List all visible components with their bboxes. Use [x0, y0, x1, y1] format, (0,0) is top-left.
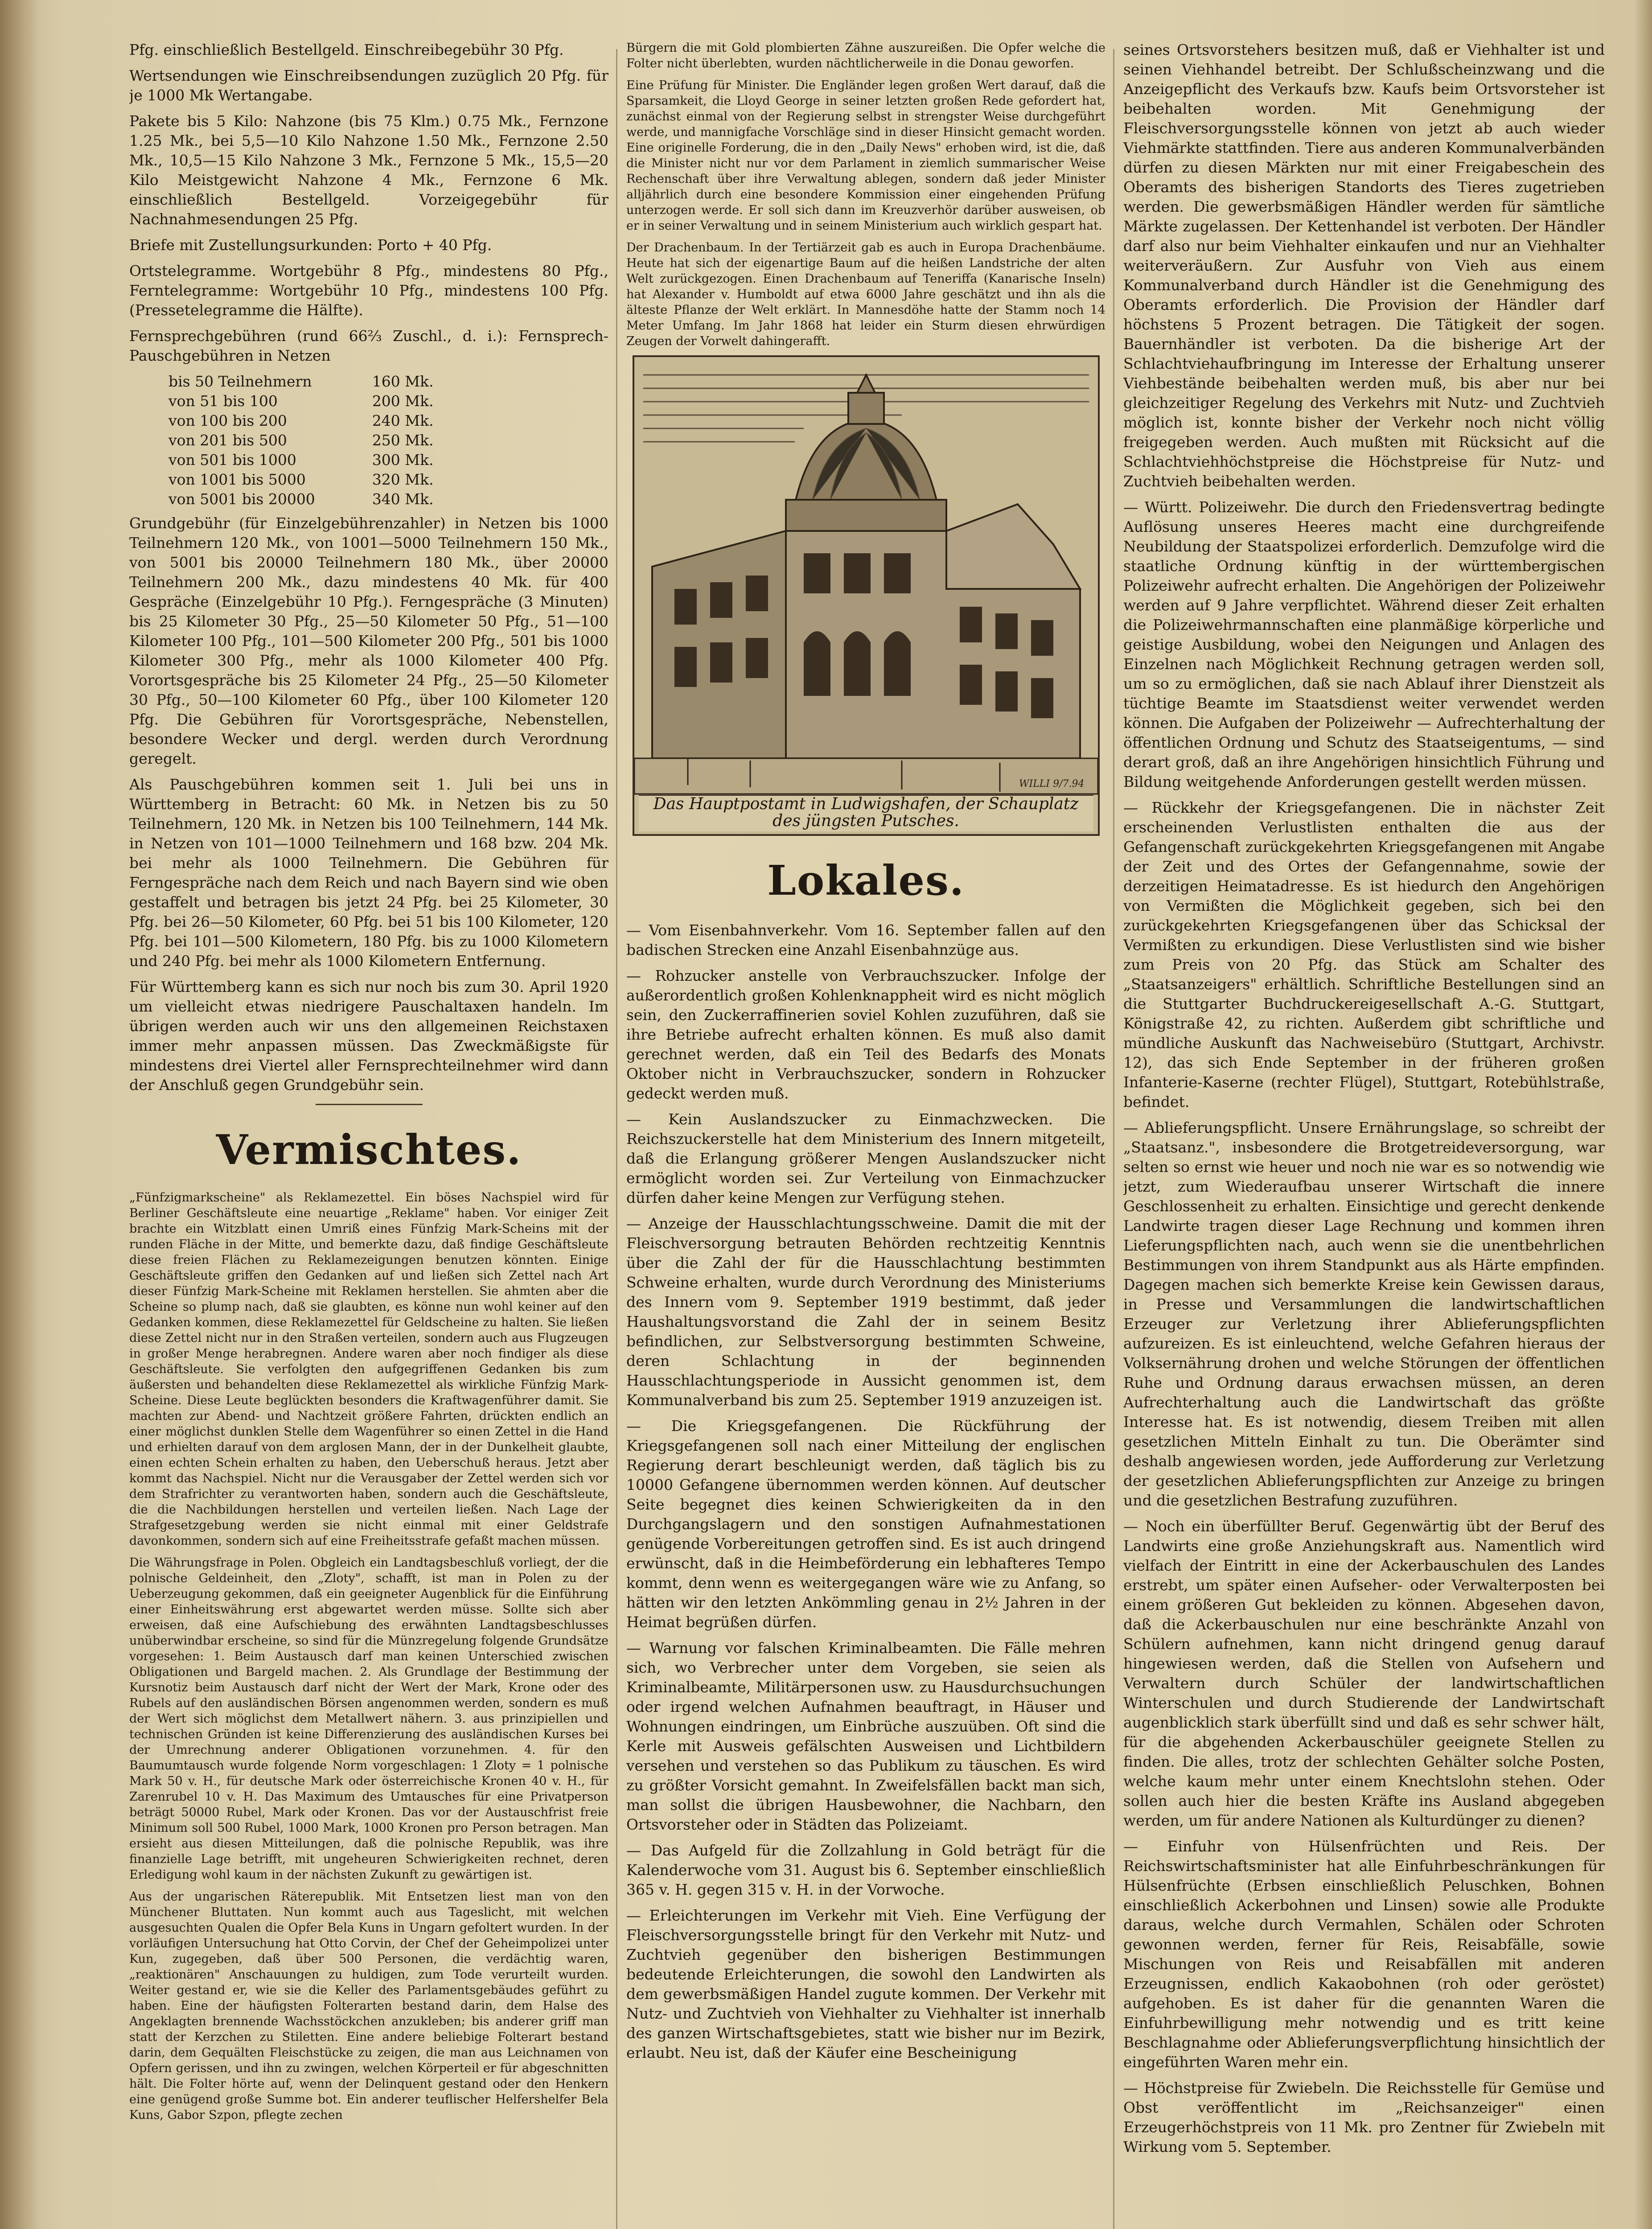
illustration-caption: Das Hauptpostamt in Ludwigshafen, der Schauplatz des jüngsten Putsches. — [639, 795, 1093, 831]
column-3 — [1123, 40, 1605, 2229]
pakete-text: Pakete bis 5 Kilo: Nahzone (bis 75 Klm.) 0.75 Mk., Fernzone 1.25 Mk., bei 5,5—10 Kilo Nahzone 1.50 Mk., Fernzone 2.50 Mk., 10,5—15 Kilo Nahzone 3 Mk., Fernzone 5 Mk., 15,5—20 Kilo Meistgewicht Nahzone 4 Mk., Fernzone 6 Mk. einschließlich Bestellgeld. Vorzeigegebühr für Nachnahmesendungen 25 Pfg. — [129, 112, 608, 228]
local-news-item: — Höchstpreise für Zwiebeln. Die Reichsstelle für Gemüse und Obst veröffentlicht im „Reichsanzeiger" einen Erzeugerhöchstpreis von 11 Mk. pro Zentner für Zwiebeln mit Wirkung vom 5. September. — [1123, 2079, 1605, 2155]
rate-label: von 501 bis 1000 — [168, 451, 296, 469]
building-illustration — [634, 357, 1098, 834]
rate-label: von 100 bis 200 — [168, 412, 287, 429]
vermischtes-article: Die Währungsfrage in Polen. Obgleich ein Landtagsbeschluß vorliegt, der die polnische Geldeinheit, den „Zloty", schafft, ist man in Polen zu der Ueberzeugung gekommen, daß ein geeigneter Augenblick für die Einführung einer Einheitswährung erst abgewartet werden müsse. Sollte sich aber erweisen, daß eine Aufschiebung des erwähnten Landtagsbeschlusses unüberwindbar erscheine, so sind für die Münzregelung folgende Grundsätze vorgesehen: 1. Beim Austausch darf man keinen Unterschied zwischen Obligationen und Bargeld machen. 2. Als Grundlage der Bestimmung der Kursnotiz beim Austausch darf nicht der Wert der Mark, Krone oder des Rubels auf den ausländischen Börsen angenommen werden, sondern es muß der Wert sich möglichst dem Metallwert nähern. 3. aus prinzipiellen und technischen Gründen ist keine Differenzierung des ausländischen Kurses bei der Umrechnung anderer Obligationen vorzunehmen. 4. für den Baumumtausch wurde folgende Norm vorgeschlagen: 1 Zloty = 1 polnische Mark 50 v. H., für deutsche Mark oder österreichische Kronen 40 v. H., für Zarenrubel 10 v. H. Das Maximum des Umtausches für eine Privatperson beträgt 50000 Rubel, Mark oder Kronen. Das vor der Austauschfrist freie Minimum soll 500 Rubel, 1000 Mark, 1000 Kronen pro Person betragen. Man ersieht aus diesen Mitteilungen, daß die polnische Republik, was ihre finanzielle Lage betrifft, mit ungeheuren Schwierigkeiten rechnet, deren Erledigung wohl kaum in der nächsten Zukunft zu gewärtigen ist. — [129, 1556, 608, 1882]
section-heading-vermischtes: Vermischtes. — [216, 1126, 522, 1174]
rate-row — [165, 450, 437, 470]
rate-amount: 340 Mk. — [372, 490, 434, 508]
rate-label: von 201 bis 500 — [168, 432, 287, 449]
rate-amount: 240 Mk. — [372, 412, 434, 429]
vermischtes-article: Aus der ungarischen Räterepublik. Mit Entsetzen liest man von den Münchener Bluttaten. Nun kommt auch aus Tageslicht, mit welchen ausgesuchten Qualen die Opfer Bela Kuns in Ungarn gefoltert wurden. In der vorläufigen Untersuchung hat Otto Corvin, der Chef der Geheimpolizei unter Kun, zugegeben, daß über 500 Personen, die verdächtig waren, „reaktionären" Anschauungen zu huldigen, zum Tode verurteilt wurden. Weiter gestand er, wie sie die Keller des Parlamentsgebäudes geführt zu haben. Eine der häufigsten Folterarten bestand darin, dem Halse des Angeklagten brennende Wachsstöckchen anzukleben; bis anderer griff man statt der Kerzchen zu Stiletten. Eine andere beliebige Folterart bestand darin, dem Gequälten Fleischstücke zu zeigen, die man aus Leichnamen von Opfern gerissen, und ihn zu zwingen, welchen Körperteil er für abgeschnitten hält. Die Folter hörte auf, wenn der Delinquent gestand oder den Henkern eine genügend große Summe bot. Ein anderer teuflischer Helfershelfer Bela Kuns, Gabor Szpon, pflegte zechen — [129, 1890, 608, 2122]
article-text: Der Drachenbaum. In der Tertiärzeit gab es auch in Europa Drachenbäume. Heute hat sich der eigenartige Baum auf die heißen Landstriche der alten Welt zurückgezogen. Einen Drachenbaum auf Teneriffa (Kanarische Inseln) hat Alexander v. Humboldt auf etwa 6000 Jahre geschätzt und ihn als die älteste Pflanze der Welt erklärt. In Mannesdöhe hatte der Stamm noch 14 Meter Umfang. Im Jahr 1868 hat leider ein Sturm diesen ehrwürdigen Zeugen der Vorwelt dahingerafft. — [626, 241, 1105, 348]
column-rule — [1113, 49, 1114, 2229]
rate-amount: 200 Mk. — [372, 392, 434, 410]
local-news-item: seines Ortsvorstehers besitzen muß, daß er Viehhalter ist und seinen Viehhandel betreibt. Der Schlußscheinzwang und die Anzeigepflicht des Verkaufs bzw. Kaufs beim Ortsvorsteher ist beibehalten worden. Mit Genehmigung der Fleischversorgungsstelle können von jetzt ab auch wieder Viehmärkte stattfinden. Tiere aus anderen Kommunalverbänden dürfen zu diesen Märkten nur mit einer Freigabeschein des Oberamts des bisherigen Standorts des Tieres zugetrieben werden. Die gewerbsmäßigen Händler werden für sämtliche Märkte zugelassen. Der Kettenhandel ist verboten. Der Händler darf also nur beim Viehhalter einkaufen und nur an Viehhalter weiterveräußern. Zur Ausfuhr von Vieh aus einem Kommunalverband durch Händler ist die Genehmigung des Oberamts erforderlich. Die Provision der Händler darf höchstens 5 Prozent betragen. Die Tätigkeit der sogen. Bauernhändler ist verboten. Da die bisherige Art der Schlachtviehaufbringung im Interesse der Erhaltung unserer Viehbestände beibehalten werden muß, bis aber nur bei gleichzeitiger Regelung des Verkehrs mit Nutz- und Zuchtvieh möglich ist, konnte bisher der Verkehr noch nicht völlig freigegeben werden. Auch mußten mit Rücksicht auf die Schlachtviehhöchstpreise die Höchstpreise für Nutz- und Zuchtvieh beibehalten werden. — [1123, 41, 1605, 490]
rate-row — [165, 470, 437, 489]
briefe-text: Briefe mit Zustellungsurkunden: Porto + 40 Pfg. — [129, 236, 492, 254]
rate-amount: 300 Mk. — [372, 451, 434, 469]
pauschgebuehren-text: Als Pauschgebühren kommen seit 1. Juli bei uns in Württemberg in Betracht: 60 Mk. in Netzen bis zu 50 Teilnehmern, 120 Mk. in Netzen bis 100 Teilnehmern, 144 Mk. in Netzen von 101—1000 Teilnehmern und 168 bzw. 204 Mk. bei mehr als 1000 Teilnehmern. Die Gebühren für Ferngespräche nach dem Reich und nach Bayern sind wie oben gestaffelt und betragen bis jetzt 24 Pfg. bei 25 Kilometer, 30 Pfg. bei 26—50 Kilometer, 60 Pfg. bei 51 bis 100 Kilometer, 120 Pfg. bei 101—500 Kilometern, 180 Pfg. bis zu 1000 Kilometern und 240 Pfg. bei mehr als 1000 Kilometern Entfernung. — [129, 776, 608, 970]
local-news-item: — Kein Auslandszucker zu Einmachzwecken. Die Reichszuckerstelle hat dem Ministerium des Innern mitgeteilt, daß die Erlangung größerer Mengen Auslandszucker nicht ermöglicht worden sei. Zur Verteilung von Einmachzucker dürfen daher keine Mengen zur Verfügung stehen. — [626, 1110, 1105, 1206]
rate-amount: 320 Mk. — [372, 471, 434, 488]
illustrator-signature: WILLI 9/7.94 — [1019, 778, 1085, 790]
wertsendungen-text: Wertsendungen wie Einschreibsendungen zuzüglich 20 Pfg. für je 1000 Mk Wertangabe. — [129, 67, 608, 104]
local-news-item: — Rückkehr der Kriegsgefangenen. Die in nächster Zeit erscheinenden Verlustlisten enthalten die aus der Gefangenschaft zurückgekehrten Kriegsgefangenen mit Angabe der Zeit und des Ortes der Gefangennahme, sowie der derzeitigen Heimatadresse. Es ist hiedurch den Angehörigen von Vermißten die Möglichkeit gegeben, sich bei den zurückgekehrten Kriegsgefangenen über das Schicksal der Vermißten zu erkundigen. Diese Verlustlisten sind wie bisher zum Preis von 20 Pfg. das Stück am Schalter des „Staatsanzeigers" erhältlich. Schriftliche Bestellungen sind an die Stuttgarter Buchdruckereigesellschaft A.-G. Stuttgart, Königstraße 42, zu richten. Außerdem gibt schriftliche und mündliche Auskunft das Nachweisebüro (Stuttgart, Archivstr. 12), das sich Ende September in der früheren großen Infanterie-Kaserne (rechter Flügel), Stuttgart, Rotebühlstraße, befindet. — [1123, 799, 1605, 1110]
rate-row — [165, 411, 437, 431]
illustration-hauptpostamt — [633, 355, 1100, 836]
postage-intro: Pfg. einschließlich Bestellgeld. Einschreibegebühr 30 Pfg. — [129, 41, 564, 58]
wuerttemberg-text: Für Württemberg kann es sich nur noch bis zum 30. April 1920 um vielleicht etwas niedrigere Pauschaltaxen handeln. Im übrigen werden auch wir uns den allgemeinen Reichstaxen immer mehr anpassen müssen. Das Zweckmäßigste für mindestens drei Viertel aller Fernsprechteilnehmer wird dann der Anschluß gegen Grundgebühr sein. — [129, 978, 608, 1094]
rate-label: von 51 bis 100 — [168, 392, 278, 410]
local-news-item: — Vom Eisenbahnverkehr. Vom 16. September fallen auf den badischen Strecken eine Anzahl Eisenbahnzüge aus. — [626, 921, 1105, 958]
rate-row — [165, 391, 437, 411]
rate-label: von 1001 bis 5000 — [168, 471, 306, 488]
local-news-item: — Württ. Polizeiwehr. Die durch den Friedensvertrag bedingte Auflösung unseres Heeres macht eine durchgreifende Neubildung der Staatspolizei erforderlich. Demzufolge wird die staatliche Ordnung künftig in der württembergischen Polizeiwehr aufrecht erhalten. Die Angehörigen der Polizeiwehr werden auf 9 Jahre verpflichtet. Während dieser Zeit erhalten die Polizeiwehrmannschaften eine planmäßige körperliche und geistige Ausbildung, wobei den Neigungen und Anlagen des Einzelnen nach Möglichkeit Rechnung getragen werden soll, um so zu ermöglichen, daß sie nach Ablauf ihrer Dienstzeit als tüchtige Beamte im Staatsdienst weiter verwendet werden können. Die Aufgaben der Polizeiwehr — Aufrechterhaltung der öffentlichen Ordnung und Schutz des Staatseigentums, — sind derart groß, daß an ihre Angehörigen hinsichtlich Führung und Bildung weitgehende Anforderungen gestellt werden müssen. — [1123, 498, 1605, 790]
rate-label: von 5001 bis 20000 — [168, 490, 315, 508]
rate-amount: 160 Mk. — [372, 373, 434, 390]
rate-amount: 250 Mk. — [372, 432, 434, 449]
page-edge-left — [0, 0, 40, 2229]
ortstelegramme-text: Ortstelegramme. Wortgebühr 8 Pfg., mindestens 80 Pfg., Ferntelegramme: Wortgebühr 10 Pfg., mindestens 100 Pfg. (Pressetelegramme die Hälfte). — [129, 262, 608, 319]
column-rule — [616, 49, 617, 2229]
local-news-item: — Noch ein überfüllter Beruf. Gegenwärtig übt der Beruf des Landwirts eine große Anziehungskraft aus. Namentlich wird vielfach der Eintritt in eine der Ackerbauschulen des Landes erstrebt, um später einen Aufseher- oder Verwalterposten bei einem größeren Gut bekleiden zu können. Abgesehen davon, daß die Ackerbauschulen nur eine beschränkte Anzahl von Schülern aufnehmen, kann nicht dringend genug darauf hingewiesen werden, daß die Stellen von Aufsehern und Verwaltern durch Schüler der landwirtschaftlichen Winterschulen und durch Studierende der Landwirtschaft augenblicklich stark überfüllt sind und daß es sehr schwer hält, für die abgehenden Ackerbauschüler geeignete Stellen zu finden. Die alles, trotz der schlechten Gehälter solche Posten, welche kaum mehr unter einem Knechtslohn stehen. Oder sollen auch hier die besten Kräfte ins Ausland abgegeben werden, um für andere Nationen als Kulturdünger zu dienen? — [1123, 1518, 1605, 1829]
article-text: Bürgern die mit Gold plombierten Zähne auszureißen. Die Opfer welche die Folter nicht überlebten, wurden nächtlicherweile in die Donau geworfen. — [626, 41, 1105, 70]
local-news-item: — Anzeige der Hausschlachtungsschweine. Damit die mit der Fleischversorgung betrauten Behörden rechtzeitig Kenntnis über die Zahl der für die Hausschlachtung bestimmten Schweine erhalten, wurde durch Verordnung des Ministeriums des Innern vom 9. September 1919 bestimmt, daß jeder Haushaltungsvorstand die Zahl der in seinem Besitz befindlichen, zur Selbstversorgung bestimmten Schweine, deren Schlachtung in der beginnenden Hausschlachtungsperiode in Aussicht genommen ist, dem Kommunalverband bis zum 25. September 1919 anzuzeigen ist. — [626, 1215, 1105, 1409]
local-news-item: — Die Kriegsgefangenen. Die Rückführung der Kriegsgefangenen soll nach einer Mitteilung der englischen Regierung derart beschleunigt werden, daß täglich bis zu 10000 Gefangene übernommen werden können. Auf deutscher Seite begegnet dies keinen Schwierigkeiten da in den Durchgangslagern und den sonstigen Aufnahmestationen genügende Vorbereitungen getroffen sind. Es ist auch dringend erwünscht, daß in die Heimbeförderung ein lebhafteres Tempo kommt, denn wenn es weitergegangen wäre wie zu Anfang, so hätten wir den letzten Ankömmling genau in 2½ Jahren in der Heimat begrüßen dürfen. — [626, 1417, 1105, 1631]
section-heading-lokales: Lokales. — [767, 856, 965, 905]
local-news-item: — Erleichterungen im Verkehr mit Vieh. Eine Verfügung der Fleischversorgungsstelle bringt für den Verkehr mit Nutz- und Zuchtvieh gegenüber den bisherigen Bestimmungen bedeutende Erleichterungen, die sowohl den Landwirten als dem gewerbsmäßigen Handel zugute kommen. Der Verkehr mit Nutz- und Zuchtvieh von Viehhalter zu Viehhalter ist innerhalb des ganzen Wirtschaftsgebietes, statt wie bisher nur im Bezirk, erlaubt. Neu ist, daß der Käufer eine Bescheinigung — [626, 1907, 1105, 2061]
local-news-item: — Ablieferungspflicht. Unsere Ernährungslage, so schreibt der „Staatsanz.", insbesondere die Brotgetreideversorgung, war selten so ernst wie heuer und noch nie war es so notwendig wie jetzt, zum Wiederaufbau unserer Wirtschaft die innere Geschlossenheit zu erhalten. Einsichtige und gerecht denkende Landwirte tragen dieser Lage Rechnung und kommen ihren Lieferungspflichten nach, auch wenn sie die unentbehrlichen Bestimmungen von ihrem Standpunkt aus als Härte empfinden. Dagegen machen sich bemerkte Kreise kein Gewissen daraus, in Presse und Versammlungen die landwirtschaftlichen Erzeuger zur Verletzung ihrer Ablieferungspflichten aufzureizen. Es ist einleuchtend, welche Gefahren hieraus der Volksernährung drohen und welche Störungen der öffentlichen Ruhe und Ordnung daraus erwachsen müssen, an deren Aufrechterhaltung auch die Landwirtschaft das größte Interesse hat. Es ist notwendig, diesem Treiben mit allen gesetzlichen Mitteln Einhalt zu tun. Die Oberämter sind deshalb angewiesen worden, jede Aufforderung zur Verletzung der gesetzlichen Ablieferungspflichten zur Anzeige zu bringen und die gesetzlichen Bestrafung zuzuführen. — [1123, 1119, 1605, 1509]
grundgebuehr-text: Grundgebühr (für Einzelgebührenzahler) in Netzen bis 1000 Teilnehmern 120 Mk., von 1001—5000 Teilnehmern 150 Mk., von 5001 bis 20000 Teilnehmern 180 Mk., über 20000 Teilnehmern 200 Mk., dazu mindestens 40 Mk. für 400 Gespräche (Einzelgebühr 10 Pfg.). Ferngespräche (3 Minuten) bis 25 Kilometer 30 Pfg., 25—50 Kilometer 50 Pfg., 51—100 Kilometer 100 Pfg., 101—500 Kilometer 200 Pfg., 501 bis 1000 Kilometer 300 Pfg., mehr als 1000 Kilometer 400 Pfg. Vorortsgespräche bis 25 Kilometer 24 Pfg., 25—50 Kilometer 30 Pfg., 50—100 Kilometer 60 Pfg., über 100 Kilometer 120 Pfg. Die Gebühren für Vorortsgespräche, Nebenstellen, besondere Wecker und dergl. werden durch Verordnung geregelt. — [129, 514, 608, 767]
article-text: Eine Prüfung für Minister. Die Engländer legen großen Wert darauf, daß die Sparsamkeit, die Lloyd George in seiner letzten großen Rede gefordert hat, zunächst einmal von der Regierung selbst in strengster Weise durchgeführt werde, und mannigfache Vorschläge sind in dieser Hinsicht gemacht worden. Eine originelle Forderung, die in den „Daily News" erhoben wird, ist die, daß die Minister nicht nur vor dem Parlament in ziemlich summarischer Weise Rechenschaft über ihre Verwaltung ablegen, sondern daß jeder Minister alljährlich durch eine besondere Kommission einer eingehenden Prüfung unterzogen werde. Er soll sich dann im Kreuzverhör darüber ausweisen, ob er in seiner Verwaltung und in seinem Ministerium auch wirklich gespart hat. — [626, 78, 1105, 233]
local-news-item: — Einfuhr von Hülsenfrüchten und Reis. Der Reichswirtschaftsminister hat alle Einfuhrbeschränkungen für Hülsenfrüchte (Erbsen einschließlich Peluschken, Bohnen einschließlich Ackerbohnen und Linsen) sowie alle Produkte daraus, welche durch Vermahlen, Schälen oder Schroten gewonnen werden, ferner für Reis, Reisabfälle, sowie Mischungen von Reis und Reisabfällen mit anderen Erzeugnissen, endlich Kakaobohnen (roh oder geröstet) aufgehoben. Es ist daher für die genannten Waren die Einfuhrbewilligung mehr notwendig und es tritt keine Beschlagnahme oder Ablieferungsverpflichtung hinsichtlich der eingeführten Waren mehr ein. — [1123, 1838, 1605, 2071]
local-news-item: — Warnung vor falschen Kriminalbeamten. Die Fälle mehren sich, wo Verbrecher unter dem Vorgeben, sie seien als Kriminalbeamte, Militärpersonen usw. zu Hausdurchsuchungen oder irgend welchen Aufnahmen beauftragt, in Häuser und Wohnungen eindringen, um Einbrüche auszuüben. Oft sind die Kerle mit Ausweis gefälschten Ausweisen und Lichtbildern versehen und verstehen so das Publikum zu täuschen. Es wird zu größter Vorsicht gemahnt. In Zweifelsfällen backt man sich, man sollst die übrigen Hausbewohner, die Nachbarn, den Ortsvorsteher oder in Städten das Polizeiamt. — [626, 1639, 1105, 1833]
page-edge-right — [1634, 0, 1652, 2229]
rate-table — [165, 372, 437, 509]
column-2 — [626, 40, 1105, 2229]
vermischtes-article: „Fünfzigmarkscheine" als Reklamezettel. Ein böses Nachspiel wird für Berliner Geschäftsleute eine neuartige „Reklame" haben. Vor einiger Zeit brachte ein Witzblatt einen Umriß eines Fünfzig Mark-Scheins mit der runden Fläche in der Mitte, und bemerkte dazu, daß findige Geschäftsleute diese freien Flächen zu Reklamezeigungen benutzen könnten. Einige Geschäftsleute griffen den Gedanken auf und ließen sich Zettel nach Art dieser Fünfzig Mark-Scheine mit Reklamen herstellen. Sie ahmten aber die Scheine so plump nach, daß sie glaubten, es könne nun wohl keiner auf den Gedanken kommen, diese Reklamezettel für Geldscheine zu halten. Sie ließen diese Zettel nicht nur in den Straßen verteilen, sondern auch aus Flugzeugen in großer Menge herabregnen. Andere waren aber noch findiger als diese Geschäftsleute. Sie verfolgten den aufgegriffenen Gedanken bis zum äußersten und behandelten diese Reklamezettel als wirkliche Fünfzig Mark-Scheine. Diese Leute beglückten besonders die Kraftwagenführer damit. Sie machten zur Abend- und Nachtzeit größere Fahrten, drückten endlich an einer möglichst dunklen Stelle dem Wagenführer so einen Zettel in die Hand und erhielten darauf von dem arglosen Mann, der in der Dunkelheit glaubte, einen echten Schein erhalten zu haben, den Ueberschuß heraus. Jetzt aber kommt das Nachspiel. Nicht nur die Verausgaber der Zettel werden sich vor dem Strafrichter zu verantworten haben, sondern auch die Geschäftsleute, die die Nachbildungen herstellen und verteilen ließen. Nach Lage der Strafgesetzgebung werden sie nicht einmal mit einer Geldstrafe davonkommen, sondern sich auf eine Freiheitsstrafe gefaßt machen müssen. — [129, 1191, 608, 1548]
rate-row — [165, 372, 437, 391]
rate-row — [165, 431, 437, 450]
section-divider — [316, 1104, 423, 1105]
local-news-item: — Rohzucker anstelle von Verbrauchszucker. Infolge der außerordentlich großen Kohlenknappheit wird es nicht möglich sein, den Zuckerraffinerien soviel Kohlen zuzuführen, daß sie ihre Betriebe aufrecht erhalten können. Es muß also damit gerechnet werden, daß ein Teil des Bedarfs des Monats Oktober nicht in Verbrauchszucker, sondern in Rohzucker gedeckt werden muß. — [626, 967, 1105, 1102]
rate-row — [165, 489, 437, 509]
fernsprech-heading: Fernsprechgebühren (rund 66⅔ Zuschl., d. i.): Fernsprech-Pauschgebühren in Netzen — [129, 327, 608, 364]
column-1 — [129, 40, 608, 2229]
local-news-item: — Das Aufgeld für die Zollzahlung in Gold beträgt für die Kalenderwoche vom 31. August bis 6. September einschließlich 365 v. H. gegen 315 v. H. in der Vorwoche. — [626, 1842, 1105, 1898]
rate-label: bis 50 Teilnehmern — [168, 373, 312, 390]
